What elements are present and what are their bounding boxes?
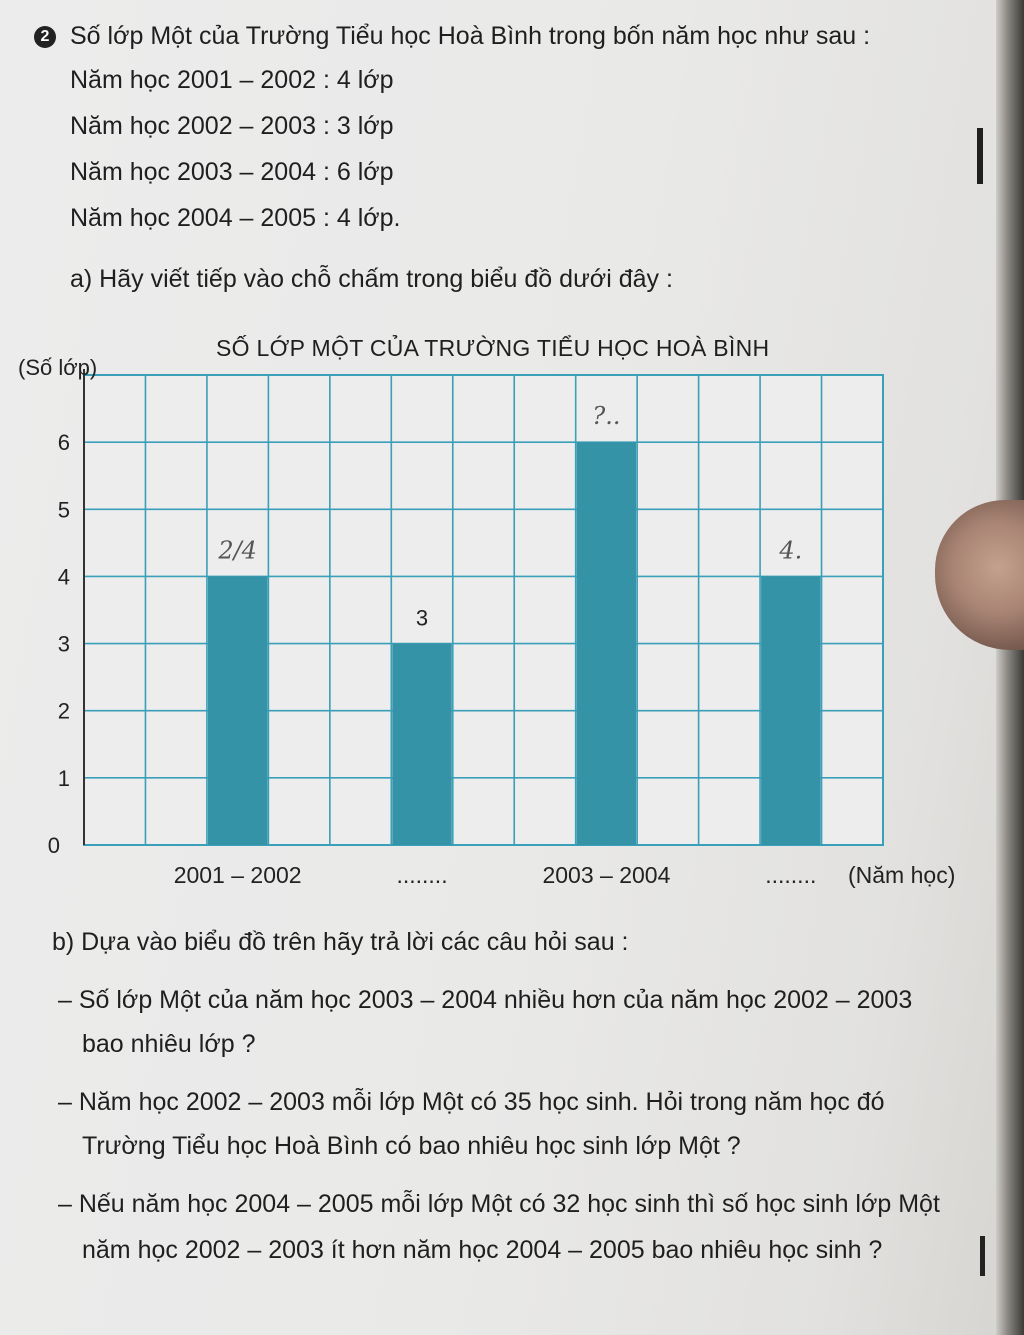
handwritten-label: ?.. [592, 402, 621, 431]
year-line-2: Năm học 2002 – 2003 : 3 lớp [70, 112, 394, 140]
y-tick-label: 5 [57, 497, 70, 523]
year-line-4: Năm học 2004 – 2005 : 4 lớp. [70, 204, 401, 232]
bar-4 [761, 576, 820, 845]
question-3-line-2: năm học 2002 – 2003 ít hơn năm học 2004 – 2005 bao nhiêu học sinh ? [82, 1236, 883, 1264]
year-line-1: Năm học 2001 – 2002 : 4 lớp [70, 66, 394, 94]
exercise-title: Số lớp Một của Trường Tiểu học Hoà Bình trong bốn năm học như sau : [70, 22, 871, 50]
x-tick-label: ........ [396, 862, 448, 888]
part-b-heading: b) Dựa vào biểu đồ trên hãy trả lời các câu hỏi sau : [52, 928, 629, 956]
bar-chart [0, 355, 1000, 895]
y-tick-label: 6 [57, 430, 70, 456]
y-tick-label: 4 [57, 564, 70, 590]
y-tick-label: 1 [57, 765, 70, 791]
exercise-number-badge: 2 [34, 26, 56, 48]
handwritten-label: 2/4 [218, 536, 257, 565]
chart-title: SỐ LỚP MỘT CỦA TRƯỜNG TIỂU HỌC HOÀ BÌNH [216, 335, 770, 361]
page-edge [996, 0, 1024, 1335]
question-2-line-2: Trường Tiểu học Hoà Bình có bao nhiêu học sinh lớp Một ? [82, 1132, 741, 1160]
y-tick-label: 2 [57, 698, 70, 724]
question-3-line-1: – Nếu năm học 2004 – 2005 mỗi lớp Một có 32 học sinh thì số học sinh lớp Một [58, 1190, 940, 1218]
handwritten-label: 4. [779, 536, 803, 565]
bar-3 [577, 442, 636, 845]
question-2-line-1: – Năm học 2002 – 2003 mỗi lớp Một có 35 học sinh. Hỏi trong năm học đó [58, 1088, 885, 1116]
x-axis-label: (Năm học) [848, 862, 956, 888]
y-axis-label: (Số lớp) [18, 355, 98, 380]
bar-value-label: 3 [415, 605, 429, 631]
y-tick-label: 3 [57, 631, 70, 657]
margin-mark [977, 128, 983, 184]
question-1-line-1: – Số lớp Một của năm học 2003 – 2004 nhiều hơn của năm học 2002 – 2003 [58, 986, 913, 1014]
pen-mark [980, 1236, 985, 1276]
bar-2 [392, 644, 451, 845]
x-tick-label: 2003 – 2004 [542, 862, 671, 888]
part-a-instruction: a) Hãy viết tiếp vào chỗ chấm trong biểu đồ dưới đây : [70, 265, 673, 293]
y-tick-label: 0 [47, 833, 60, 858]
x-tick-label: 2001 – 2002 [173, 862, 302, 888]
bar-1 [208, 576, 267, 845]
x-tick-label: ........ [765, 862, 817, 888]
year-line-3: Năm học 2003 – 2004 : 6 lớp [70, 158, 394, 186]
question-1-line-2: bao nhiêu lớp ? [82, 1030, 256, 1058]
